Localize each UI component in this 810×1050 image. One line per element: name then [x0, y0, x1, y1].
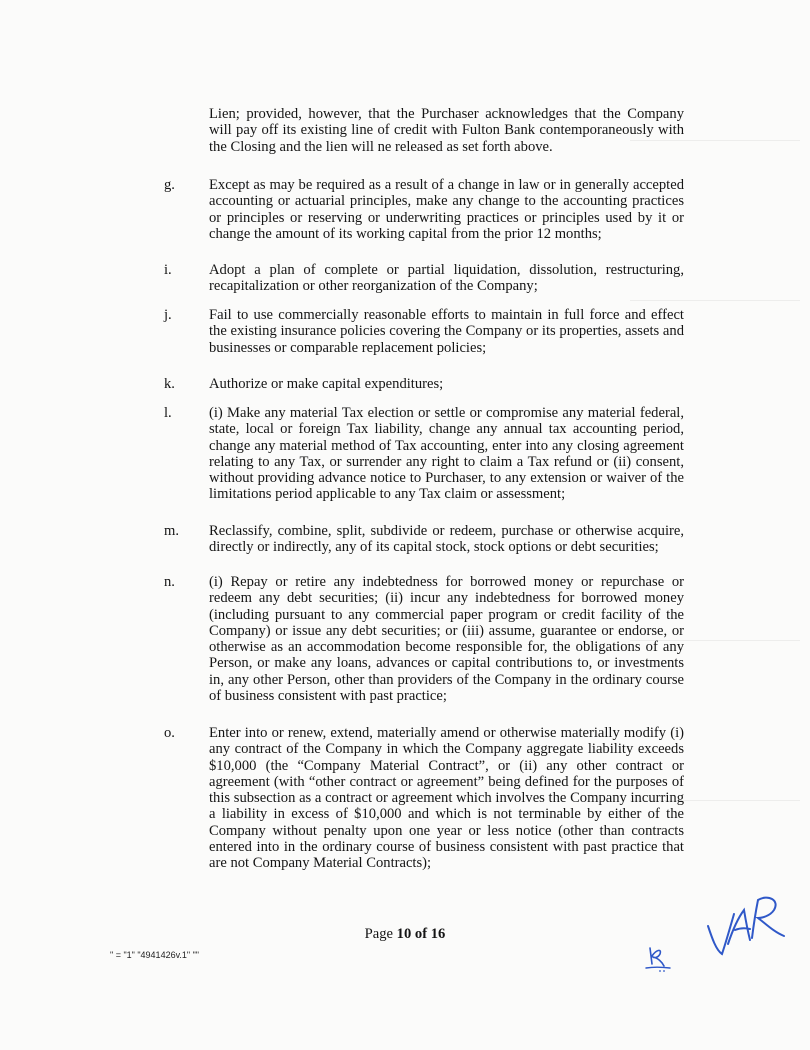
bleed-through-mark	[630, 640, 800, 641]
page-total: 16	[430, 926, 446, 942]
bleed-through-mark	[630, 300, 800, 301]
clause-letter: i.	[164, 262, 172, 278]
clause-text: Reclassify, combine, split, subdivide or redeem, purchase or otherwise acquire, directly or indirectly, any of its capital stock, stock options or debt securities;	[209, 523, 684, 556]
clause-text: Fail to use commercially reasonable efforts to maintain in full force and effect the existing insurance policies covering the Company or its properties, assets and businesses or comparable replacement policies;	[209, 307, 684, 356]
clause-letter: g.	[164, 177, 175, 193]
bleed-through-mark	[630, 140, 800, 141]
clause-letter: o.	[164, 725, 175, 741]
clause-letter: n.	[164, 574, 175, 590]
clause-text: Enter into or renew, extend, materially amend or otherwise materially modify (i) any contract of the Company in which the Company aggregate liability exceeds $10,000 (the “Company Material Contract”, or (ii) any other contract or agreement (with “other contract or agreement” being defined for the purposes of this subsection as a contract or agreement which involves the Company incurring a liability in excess of $10,000 and which is not terminable by either of the Company without penalty upon one year or less notice (other than contracts entered into in the ordinary course of business consistent with past practice that are not Company Material Contracts);	[209, 725, 684, 872]
clause-text: (i) Repay or retire any indebtedness for borrowed money or repurchase or redeem any debt securities; (ii) incur any indebtedness for borrowed money (including pursuant to any commercial paper program or credit facility of the Company) or issue any debt securities; or (iii) assume, guarantee or endorse, or otherwise as an accommodation become responsible for, the obligations of any Person, or make any loans, advances or capital contributions to, or investments in, any other Person, other than providers of the Company in the ordinary course of business consistent with past practice;	[209, 574, 684, 705]
intro-paragraph: Lien; provided, however, that the Purchaser acknowledges that the Company will pay off its existing line of credit with Fulton Bank contemporaneously with the Closing and the lien will ne released as set forth above.	[209, 106, 684, 155]
page-number	[0, 926, 810, 943]
clause-n	[164, 574, 684, 704]
clause-k	[164, 376, 684, 392]
clause-o	[164, 725, 684, 872]
large-initials-signature	[704, 892, 796, 962]
page-of: of	[414, 926, 428, 942]
clause-letter: j.	[164, 307, 172, 323]
clause-j	[164, 307, 684, 356]
clause-letter: l.	[164, 405, 172, 421]
clause-i	[164, 262, 684, 295]
document-reference: " = "1" "4941426v.1" ""	[110, 950, 200, 960]
clause-text: Adopt a plan of complete or partial liquidation, dissolution, restructuring, recapitalization or other reorganization of the Company;	[209, 262, 684, 295]
clause-letter: k.	[164, 376, 175, 392]
clause-text: (i) Make any material Tax election or settle or compromise any material federal, state, local or foreign Tax liability, change any annual tax accounting period, change any material method of Tax accounting, enter into any closing agreement relating to any Tax, or surrender any right to claim a Tax refund or (ii) consent, without providing advance notice to Purchaser, to any extension or waiver of the limitations period applicable to any Tax claim or assessment;	[209, 405, 684, 503]
clause-letter: m.	[164, 523, 179, 539]
bleed-through-mark	[630, 800, 800, 801]
small-initials-signature	[640, 940, 680, 974]
clause-l	[164, 405, 684, 503]
clause-g	[164, 177, 684, 242]
page-current: 10	[396, 926, 412, 942]
clause-text: Authorize or make capital expenditures;	[209, 376, 444, 392]
page-prefix: Page	[364, 926, 394, 942]
clause-m	[164, 523, 684, 556]
clause-text: Except as may be required as a result of a change in law or in generally accepted accounting or actuarial principles, make any change to the accounting practices or principles or reserving or underwriting practices or principles used by it or change the amount of its working capital from the prior 12 months;	[209, 177, 684, 242]
